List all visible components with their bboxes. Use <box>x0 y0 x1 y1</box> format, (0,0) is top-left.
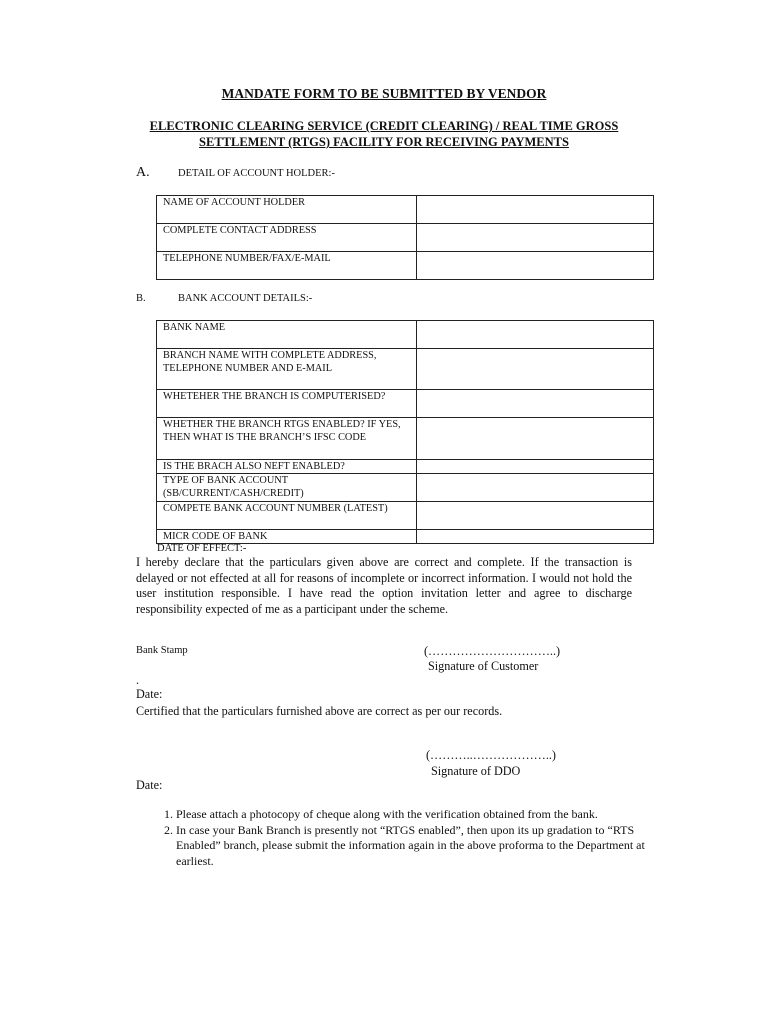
field-label: COMPLETE CONTACT ADDRESS <box>157 224 417 252</box>
form-subtitle <box>0 118 768 150</box>
certified-text: Certified that the particulars furnished above are correct as per our records. <box>136 704 503 718</box>
table-row <box>157 349 654 390</box>
field-value-cell[interactable] <box>417 530 654 544</box>
section-b-letter: B. <box>136 293 146 304</box>
table-row <box>157 530 654 544</box>
field-value-cell[interactable] <box>417 418 654 460</box>
field-label: IS THE BRACH ALSO NEFT ENABLED? <box>157 460 417 474</box>
field-label: MICR CODE OF BANK <box>157 530 417 544</box>
date-label: Date: <box>136 778 163 792</box>
section-a-label: DETAIL OF ACCOUNT HOLDER:- <box>178 168 335 179</box>
subtitle-line-2: SETTLEMENT (RTGS) FACILITY FOR RECEIVING PAYMENTS <box>199 135 569 149</box>
field-label: BANK NAME <box>157 321 417 349</box>
field-value-cell[interactable] <box>417 474 654 502</box>
customer-signature-line[interactable]: (…………………………..) <box>424 644 561 658</box>
table-row <box>157 252 654 280</box>
field-value-cell[interactable] <box>417 196 654 224</box>
field-value-cell[interactable] <box>417 460 654 474</box>
field-label: TYPE OF BANK ACCOUNT (SB/CURRENT/CASH/CREDIT) <box>157 474 417 502</box>
table-row <box>157 474 654 502</box>
date-of-effect-label: DATE OF EFFECT:- <box>157 543 247 554</box>
table-row <box>157 196 654 224</box>
field-label: WHETEHER THE BRANCH IS COMPUTERISED? <box>157 390 417 418</box>
table-row <box>157 502 654 530</box>
field-value-cell[interactable] <box>417 252 654 280</box>
ddo-signature-label: Signature of DDO <box>431 764 521 778</box>
table-row <box>157 460 654 474</box>
table-row <box>157 418 654 460</box>
bank-details-table <box>156 320 654 544</box>
notes-list <box>136 807 676 869</box>
list-item: 1. Please attach a photocopy of cheque along with the verification obtained from the bank. <box>176 807 676 823</box>
table-row <box>157 224 654 252</box>
field-value-cell[interactable] <box>417 349 654 390</box>
field-value-cell[interactable] <box>417 390 654 418</box>
declaration-text: I hereby declare that the particulars given above are correct and complete. If the transaction is delayed or not effected at all for reasons of incomplete or incorrect information. I would not hold the user institution responsible. I have read the option invitation letter and agree to discharge responsibility expected of me as a participant under the scheme. <box>136 555 632 616</box>
field-label: TELEPHONE NUMBER/FAX/E-MAIL <box>157 252 417 280</box>
customer-signature-label: Signature of Customer <box>428 659 539 673</box>
section-a-letter: A. <box>136 165 150 180</box>
field-value-cell[interactable] <box>417 224 654 252</box>
field-label: WHETHER THE BRANCH RTGS ENABLED? IF YES, THEN WHAT IS THE BRANCH’S IFSC CODE <box>157 418 417 460</box>
field-value-cell[interactable] <box>417 502 654 530</box>
subtitle-line-1: ELECTRONIC CLEARING SERVICE (CREDIT CLEARING) / REAL TIME GROSS <box>149 119 619 133</box>
field-label: BRANCH NAME WITH COMPLETE ADDRESS, TELEPHONE NUMBER AND E-MAIL <box>157 349 417 390</box>
list-item: 2. In case your Bank Branch is presently not “RTGS enabled”, then upon its up gradation to “RTS Enabled” branch, please submit the information again in the above proforma to the Department at earliest. <box>176 823 676 870</box>
section-b-label: BANK ACCOUNT DETAILS:- <box>178 293 313 304</box>
account-holder-table <box>156 195 654 280</box>
ddo-signature-line[interactable]: (………..………………..) <box>426 748 556 762</box>
stray-dot: . <box>136 673 140 687</box>
bank-stamp-label: Bank Stamp <box>136 645 188 656</box>
table-row <box>157 390 654 418</box>
field-value-cell[interactable] <box>417 321 654 349</box>
field-label: COMPETE BANK ACCOUNT NUMBER (LATEST) <box>157 502 417 530</box>
field-label: NAME OF ACCOUNT HOLDER <box>157 196 417 224</box>
table-row <box>157 321 654 349</box>
form-title: MANDATE FORM TO BE SUBMITTED BY VENDOR <box>221 86 547 101</box>
date-label: Date: <box>136 687 163 701</box>
